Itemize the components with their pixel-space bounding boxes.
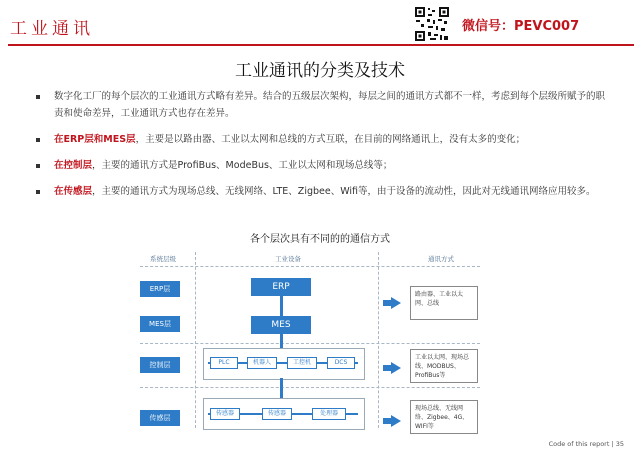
qr-code-icon: [414, 6, 450, 42]
comm-method-box: 现场总线、无线网络、Zigbee、4G、WIFI等: [410, 400, 478, 434]
divider-line: [140, 387, 480, 388]
comm-method-box: 工业以太网、现场总线、MODBUS、ProfiBus等: [410, 349, 478, 383]
bullet-text: 数字化工厂的每个层次的工业通讯方式略有差异。结合的五级层次架构，每层之间的通讯方式都不一样，考虑到每个层级所赋予的职责和使命差异，工业通讯方式也存在差异。: [54, 91, 606, 119]
bullet-list: [32, 88, 612, 209]
divider-line: [140, 343, 480, 344]
bullet-item: [32, 183, 612, 200]
device-box: 传感器: [210, 408, 240, 420]
connector: [280, 378, 283, 398]
device-box: DCS: [327, 357, 355, 369]
arrow-right-icon: [391, 297, 401, 309]
page-footer: Code of this report | 35: [548, 440, 624, 448]
arrow-right-icon: [383, 365, 391, 371]
level-label: ERP层: [140, 281, 180, 297]
header-divider: [8, 44, 634, 46]
bullet-item: [32, 131, 612, 148]
comm-method-box: 路由器、工业以太网、总线: [410, 286, 478, 320]
level-label: 控制层: [140, 357, 180, 373]
connector: [280, 296, 283, 316]
device-box: PLC: [210, 357, 238, 369]
arrow-right-icon: [383, 300, 391, 306]
bullet-highlight: 在传感层: [54, 186, 93, 197]
device-box: 机器人: [247, 357, 277, 369]
divider-line: [195, 252, 196, 428]
page-title: 工业通讯的分类及技术: [235, 61, 405, 81]
device-box: 传感器: [262, 408, 292, 420]
connector: [280, 334, 283, 348]
arrow-right-icon: [391, 362, 401, 374]
header-title: 工业通讯: [10, 19, 94, 39]
level-label: 传感层: [140, 410, 180, 426]
bullet-item: [32, 88, 612, 122]
bullet-highlight: 在控制层: [54, 160, 93, 171]
bullet-highlight: 在ERP层和MES层: [54, 134, 136, 145]
bullet-text: ，主要是以路由器、工业以太网和总线的方式互联，在目前的网络通讯上，没有太多的变化；: [135, 134, 526, 145]
level-label: MES层: [140, 316, 180, 332]
device-box: 工控机: [287, 357, 317, 369]
divider-line: [378, 252, 379, 428]
column-header: 系统层级: [150, 255, 176, 263]
column-header: 工业设备: [275, 255, 301, 263]
device-box: 处理器: [312, 408, 346, 420]
bullet-text: ，主要的通讯方式是ProfiBus、ModeBus、工业以太网和现场总线等；: [92, 160, 393, 171]
arrow-right-icon: [391, 415, 401, 427]
diagram-title: 各个层次具有不同的的通信方式: [250, 234, 390, 245]
divider-line: [140, 266, 480, 267]
bullet-item: [32, 157, 612, 174]
erp-box: ERP: [251, 278, 311, 296]
arrow-right-icon: [383, 418, 391, 424]
mes-box: MES: [251, 316, 311, 334]
bullet-text: ，主要的通讯方式为现场总线、无线网络、LTE、Zigbee、Wifi等，由于设备的流动性，因此对无线通讯网络应用较多。: [92, 186, 596, 197]
column-header: 通讯方式: [428, 255, 454, 263]
wechat-id: 微信号：PEVC007: [462, 19, 580, 34]
